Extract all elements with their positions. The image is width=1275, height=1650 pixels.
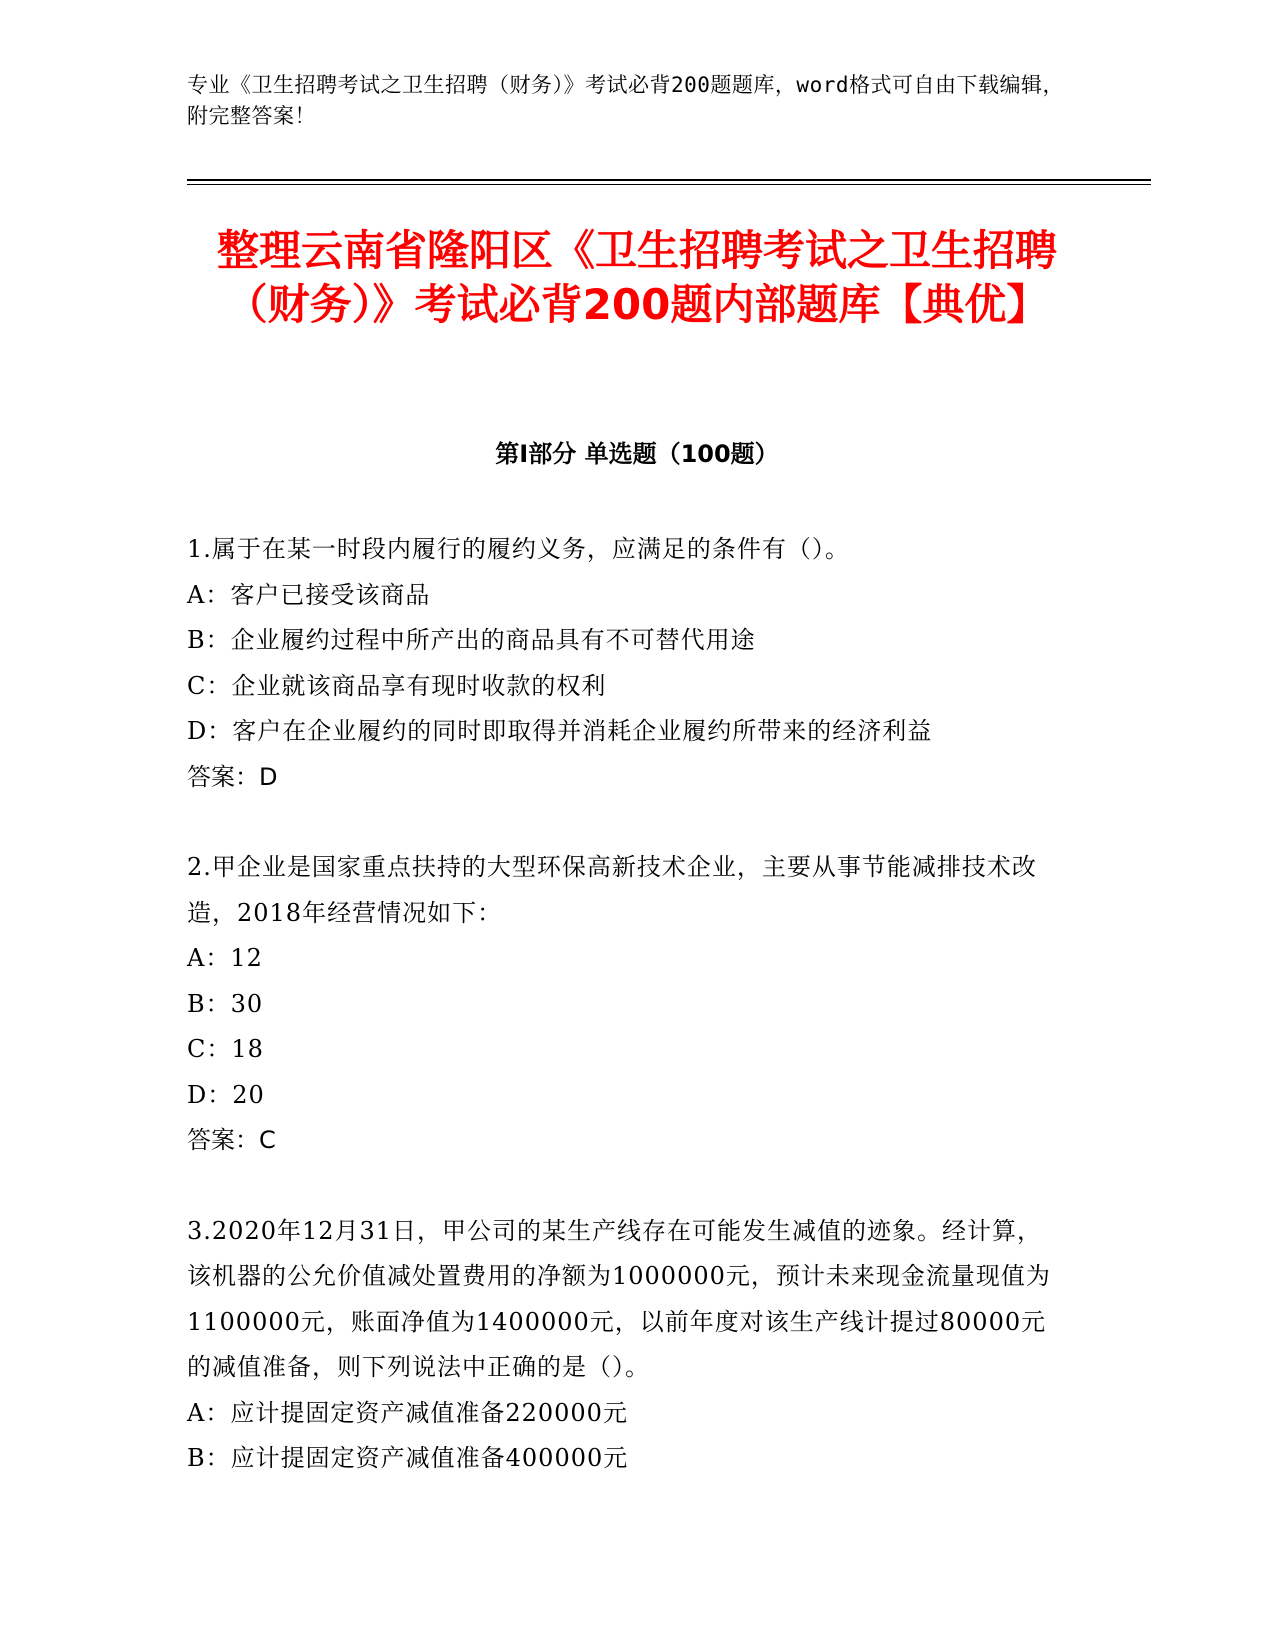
header-note: 专业《卫生招聘考试之卫生招聘（财务）》考试必背200题题库，word格式可自由下载编辑，附完整答案！	[187, 73, 1064, 128]
option-c: C：18	[187, 1035, 264, 1063]
document-title: 整理云南省隆阳区《卫生招聘考试之卫生招聘（财务）》考试必背200题内部题库【典优】	[216, 226, 1057, 329]
header-divider-thick	[187, 179, 1151, 181]
option-a: A：12	[187, 944, 263, 972]
option-a: A：客户已接受该商品	[187, 580, 431, 609]
question-2	[187, 845, 1067, 1164]
answer-line: 答案：D	[187, 762, 278, 791]
question-list	[187, 527, 1067, 1527]
option-b: B：企业履约过程中所产出的商品具有不可替代用途	[187, 626, 756, 654]
question-3	[187, 1209, 1067, 1482]
option-a: A：应计提固定资产减值准备220000元	[187, 1398, 628, 1427]
answer-line: 答案：C	[187, 1126, 276, 1154]
option-b: B：应计提固定资产减值准备400000元	[187, 1444, 629, 1472]
question-stem: 1.属于在某一时段内履行的履约义务，应满足的条件有（）。	[187, 535, 850, 563]
option-c: C：企业就该商品享有现时收款的权利	[187, 671, 607, 700]
question-stem: 2.甲企业是国家重点扶持的大型环保高新技术企业，主要从事节能减排技术改造，2018年经营情况如下：	[187, 853, 1037, 927]
section-title: 第I部分 单选题（100题）	[495, 440, 779, 468]
option-b: B：30	[187, 989, 264, 1018]
option-d: D：20	[187, 1080, 265, 1109]
option-d: D：客户在企业履约的同时即取得并消耗企业履约所带来的经济利益	[187, 717, 933, 745]
question-stem: 3.2020年12月31日，甲公司的某生产线存在可能发生减值的迹象。经计算，该机器的公允价值减处置费用的净额为1000000元，预计未来现金流量现值为1100000元，账面净值为1400000元，以前年度对该生产线计提过80000元的减值准备，则下列说法中正确的是（）。	[187, 1216, 1051, 1381]
question-1	[187, 527, 1067, 800]
header-divider-thin	[187, 184, 1151, 185]
